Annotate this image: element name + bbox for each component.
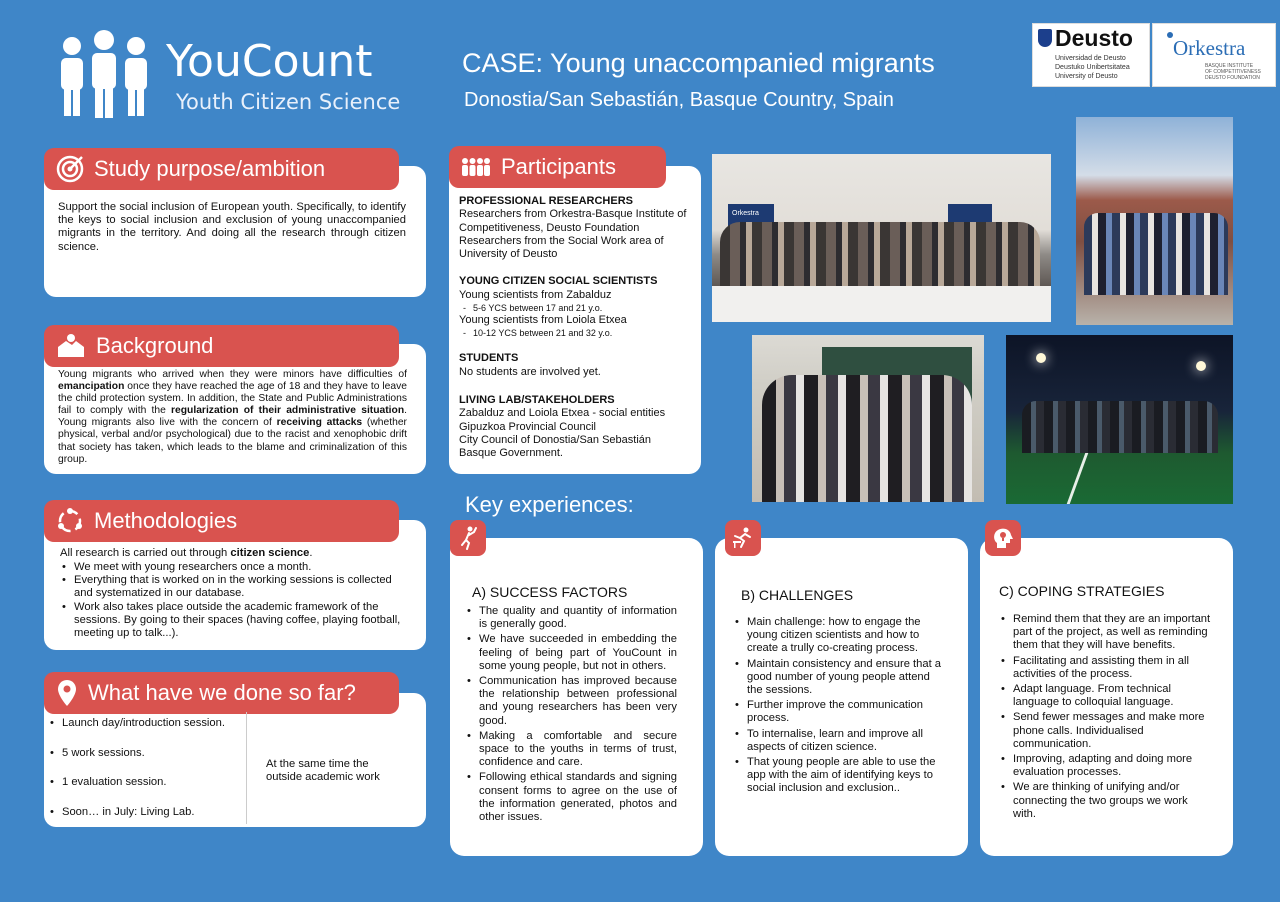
pro-text: Researchers from Orkestra-Basque Institute of Competitiveness, Deusto Foundation Researchers from the Social Work area of University of Deusto: [459, 208, 687, 261]
target-icon: [56, 155, 84, 183]
ycs-group2: Young scientists from Loiola Etxea: [459, 314, 627, 327]
coping-strategies-list: [997, 613, 1211, 821]
list-item: • Launch day/introduction session.: [46, 717, 246, 747]
crowd: [720, 222, 1040, 288]
deusto-name: Deusto: [1055, 25, 1133, 51]
orkestra-line2: OF COMPETITIVENESS: [1205, 69, 1261, 75]
floodlight-icon: [1196, 361, 1206, 371]
climber-icon: [457, 526, 479, 550]
deusto-shield-icon: [1038, 29, 1052, 47]
list-item: • Facilitating and assisting them in all activities of the process.: [997, 655, 1211, 681]
methodologies-intro: All research is carried out through citizen science.: [60, 547, 313, 559]
hurdle-icon: [731, 527, 755, 549]
ycs-group2-detail: - 10-12 YCS between 21 and 32 y.o.: [459, 327, 695, 339]
logo-title: YouCount: [166, 36, 373, 87]
floodlight-icon: [1036, 353, 1046, 363]
students-text: No students are involved yet.: [459, 365, 601, 378]
banner-left-label: Orkestra: [732, 210, 759, 217]
list-item: • Making a comfortable and secure space to the youths in terms of trust, confidence and care.: [463, 730, 677, 770]
list-item: • The quality and quantity of information is generally good.: [463, 605, 677, 631]
ycs-group1: Young scientists from Zabalduz: [459, 288, 612, 301]
success-factors-title: A) SUCCESS FACTORS: [472, 584, 628, 600]
ycs-heading: YOUNG CITIZEN SOCIAL SCIENTISTS: [459, 275, 658, 288]
list-item: • Soon… in July: Living Lab.: [46, 806, 246, 819]
challenges-icon-box: [725, 520, 761, 556]
students-heading: STUDENTS: [459, 352, 519, 365]
classroom-crowd: [762, 375, 972, 502]
hands-icon: [56, 333, 86, 359]
methodologies-list: [58, 561, 410, 640]
done-so-far-side-note: At the same time the outside academic work: [266, 758, 380, 784]
football-crowd: [1022, 401, 1218, 453]
field-line: [1067, 453, 1089, 504]
study-purpose-text: Support the social inclusion of European youth. Specifically, to identify the keys to social inclusion and exclusion of young unaccompanied migrants in the territory. And doing all the research through citizen science.: [58, 201, 406, 253]
methodologies-title: Methodologies: [94, 508, 238, 533]
photo-classroom-group: [752, 335, 984, 502]
study-purpose-header: [44, 148, 399, 190]
participants-body: [459, 195, 695, 460]
list-item: • We have succeeded in embedding the feeling of being part of YouCount in some young people, but not in others.: [463, 633, 677, 673]
lab-heading: LIVING LAB/STAKEHOLDERS: [459, 393, 615, 406]
challenges-title: B) CHALLENGES: [741, 587, 854, 603]
deusto-logo: [1032, 23, 1150, 87]
list-item: • We meet with young researchers once a month.: [58, 561, 410, 574]
list-item: • 5 work sessions.: [46, 747, 246, 777]
ycs-group1-detail: - 5-6 YCS between 17 and 21 y.o.: [459, 302, 695, 314]
list-item: • Adapt language. From technical language to colloquial language.: [997, 683, 1211, 709]
coping-strategies-title: C) COPING STRATEGIES: [999, 583, 1165, 599]
orkestra-line3: DEUSTO FOUNDATION: [1205, 75, 1260, 81]
cycle-icon: [56, 507, 84, 535]
list-item: • Send fewer messages and make more phone calls. Individualised communication.: [997, 711, 1211, 751]
deusto-line1: Universidad de Deusto: [1055, 55, 1126, 62]
photo-football-field: [1006, 335, 1233, 504]
done-so-far-title: What have we done so far?: [88, 680, 356, 705]
orkestra-name: Orkestra: [1173, 36, 1246, 60]
done-so-far-header: [44, 672, 399, 714]
lab-item: Zabalduz and Loiola Etxea - social entities: [459, 407, 666, 420]
list-item: • Improving, adapting and doing more evaluation processes.: [997, 753, 1211, 779]
case-location: Donostia/San Sebastián, Basque Country, Spain: [464, 89, 894, 111]
photo-rooftop-group: [1076, 117, 1233, 325]
participants-title: Participants: [501, 154, 616, 179]
people-icon: [58, 30, 150, 120]
key-experiences-title: Key experiences:: [465, 492, 634, 517]
deusto-line3: University of Deusto: [1055, 73, 1118, 80]
pro-heading: PROFESSIONAL RESEARCHERS: [459, 195, 633, 207]
list-item: • Remind them that they are an important part of the project, as well as reminding them that they will have benefits.: [997, 613, 1211, 653]
list-item: • We are thinking of unifying and/or connecting the two groups we work with.: [997, 781, 1211, 821]
challenges-list: [731, 616, 946, 796]
background-text: Young migrants who arrived when they were minors have difficulties of emancipation once they have reached the age of 18 and they have to leave the child protection system. In addition, the State and Public Administrations fail to comply with the regularization of their administrative situation. Young migrants also live with the concern of receiving attacks (whether physical, verbal and/or psychological) due to the racist and xenophobic drift that society has taken, which leads to the blame and criminalization of this group.: [58, 369, 407, 465]
success-factors-list: [463, 605, 677, 824]
lab-item: Basque Government.: [459, 447, 563, 460]
list-item: • That young people are able to use the app with the aim of identifying keys to social inclusion and exclusion..: [731, 756, 946, 796]
list-item: • Further improve the communication process.: [731, 699, 946, 725]
list-item: • Communication has improved because the relationship between professional and young researchers has been very good.: [463, 675, 677, 728]
head-lightbulb-icon: [991, 526, 1015, 550]
list-item: • Everything that is worked on in the working sessions is collected and systematized in our database.: [58, 574, 410, 600]
group-icon: [461, 157, 491, 177]
study-purpose-title: Study purpose/ambition: [94, 156, 326, 181]
location-pin-icon: [56, 679, 78, 707]
done-so-far-divider: [246, 712, 247, 824]
list-item: • Work also takes place outside the academic framework of the sessions. By going to their spaces (having coffee, playing football, meeting up to talk...).: [58, 601, 410, 641]
logo-subtitle: Youth Citizen Science: [176, 90, 401, 114]
orkestra-logo: [1152, 23, 1276, 87]
methodologies-header: [44, 500, 399, 542]
success-icon-box: [450, 520, 486, 556]
list-item: • Maintain consistency and ensure that a good number of young people attend the sessions.: [731, 658, 946, 698]
list-item: • 1 evaluation session.: [46, 776, 246, 806]
done-so-far-list: [46, 717, 246, 819]
lab-item: Gipuzkoa Provincial Council: [459, 420, 596, 433]
lab-item: City Council of Donostia/San Sebastián: [459, 433, 651, 446]
photo-group-meeting: [712, 154, 1051, 322]
orkestra-line1: BASQUE INSTITUTE: [1205, 63, 1254, 69]
participants-header: [449, 146, 666, 188]
background-header: [44, 325, 399, 367]
youcount-logo: [58, 30, 418, 120]
list-item: • Following ethical standards and signing consent forms to agree on the use of the information generated, photos and other issues.: [463, 771, 677, 824]
list-item: • To internalise, learn and improve all aspects of citizen science.: [731, 728, 946, 754]
coping-icon-box: [985, 520, 1021, 556]
list-item: • Main challenge: how to engage the young citizen scientists and how to create a trully co-creating process.: [731, 616, 946, 656]
tables: [712, 286, 1051, 322]
background-title: Background: [96, 333, 214, 358]
case-title: CASE: Young unaccompanied migrants: [462, 48, 935, 78]
deusto-line2: Deustuko Unibertsitatea: [1055, 64, 1130, 71]
rooftop-crowd: [1084, 213, 1228, 295]
